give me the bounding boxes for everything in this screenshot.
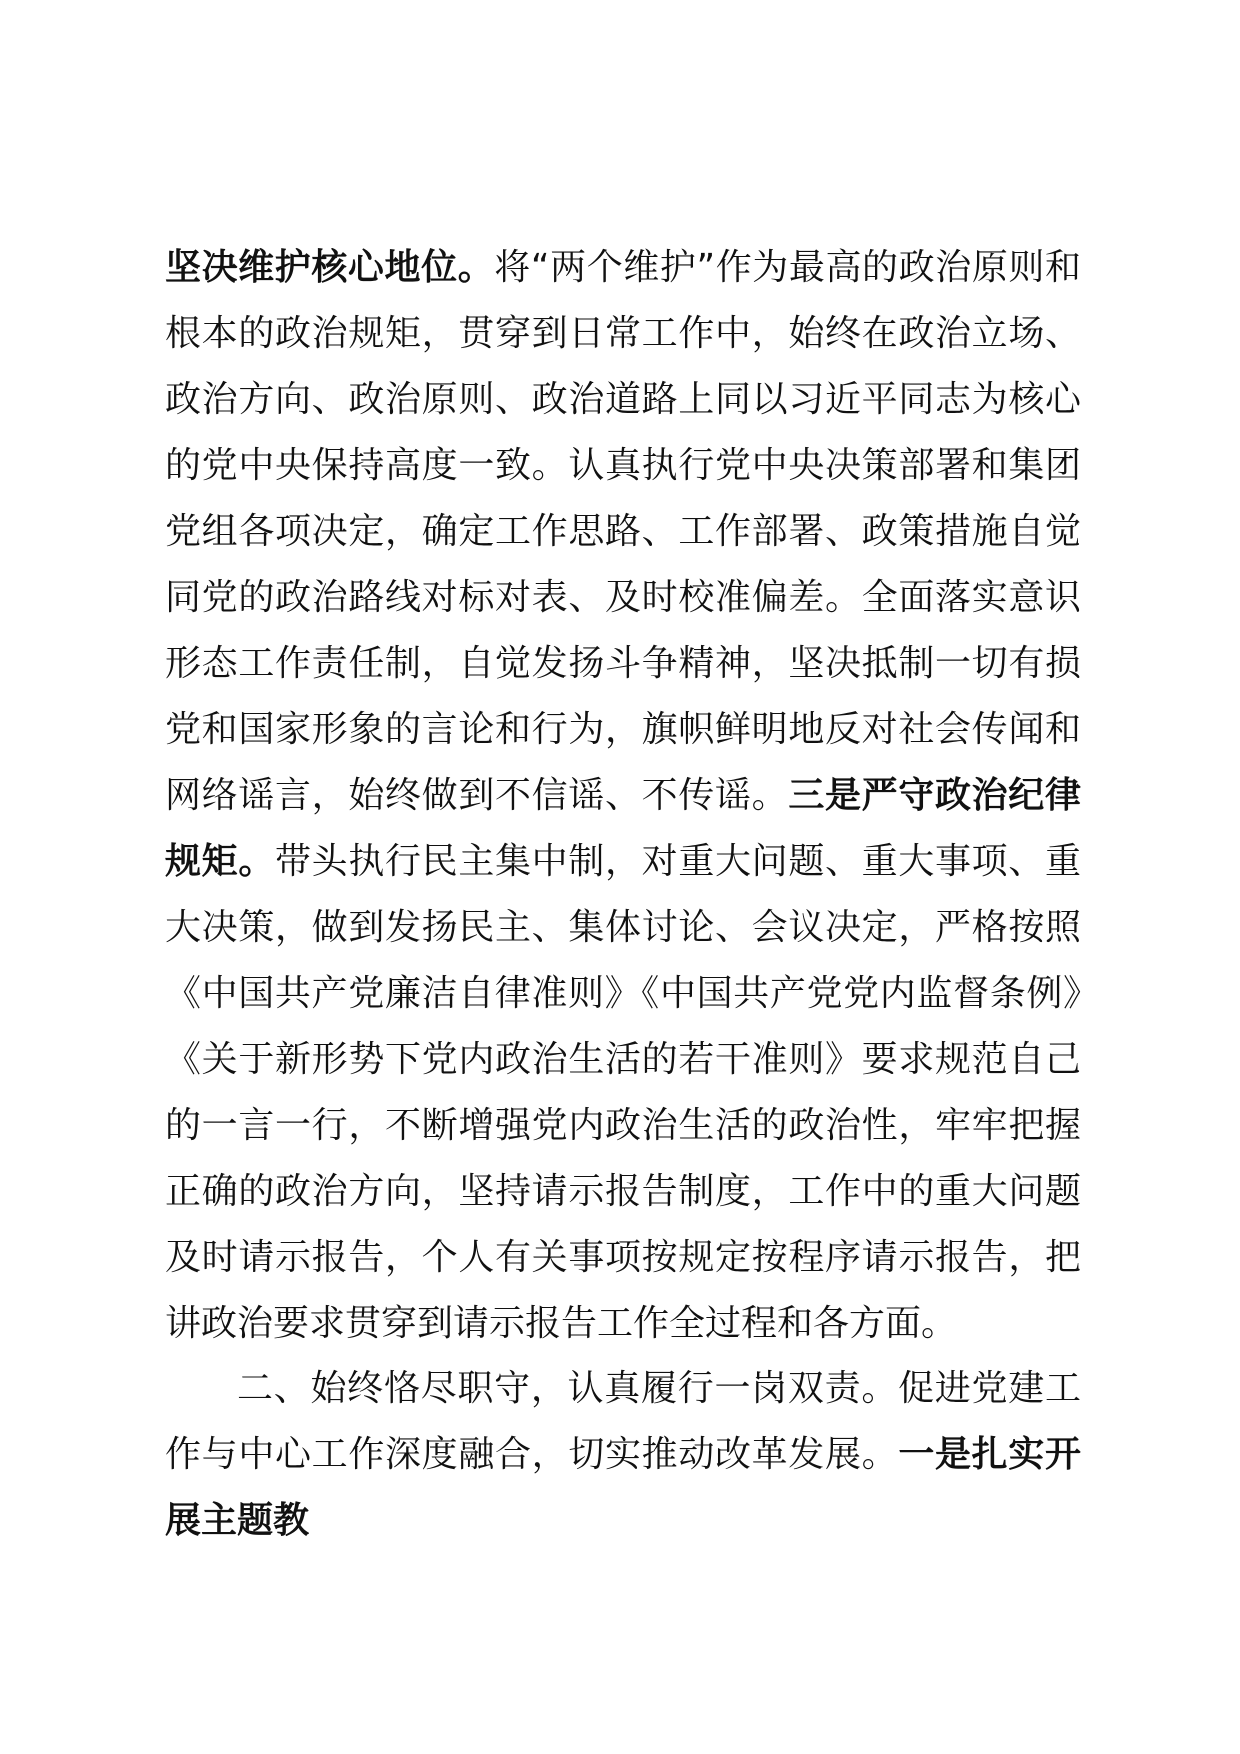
body-paragraph xyxy=(165,1356,1081,1554)
bold-heading-core-position: 坚决维护核心地位。 xyxy=(165,247,495,288)
body-paragraph xyxy=(165,235,1081,1357)
paragraph-text: 将“两个维护”作为最高的政治原则和根本的政治规矩，贯穿到日常工作中，始终在政治立场、政治方向、政治原则、政治道路上同以习近平同志为核心的党中央保持高度一致。认真执行党中央决策部署和集团党组各项决定，确定工作思路、工作部署、政策措施自觉同党的政治路线对标对表、及时校准偏差。全面落实意识形态工作责任制，自觉发扬斗争精神，坚决抵制一切有损党和国家形象的言论和行为，旗帜鲜明地反对社会传闻和网络谣言，始终做到不信谣、不传谣。 xyxy=(165,247,1081,816)
bold-heading-theme-education: 一是扎实开展主题教 xyxy=(165,1434,1081,1541)
paragraph-text: 带头执行民主集中制，对重大问题、重大事项、重大决策，做到发扬民主、集体讨论、会议决定，严格按照《中国共产党廉洁自律准则》《中国共产党党内监督条例》《关于新形势下党内政治生活的若干准则》要求规范自己的一言一行，不断增强党内政治生活的政治性，牢牢把握正确的政治方向，坚持请示报告制度，工作中的重大问题及时请示报告，个人有关事项按规定按程序请示报告，把讲政治要求贯穿到请示报告工作全过程和各方面。 xyxy=(165,841,1081,1344)
section-heading-text: 二、始终恪尽职守，认真履行一岗双责。促进党建工作与中心工作深度融合，切实推动改革发展。 xyxy=(165,1368,1081,1475)
bold-heading-political-discipline: 三是严守政治纪律规矩。 xyxy=(165,775,1081,882)
